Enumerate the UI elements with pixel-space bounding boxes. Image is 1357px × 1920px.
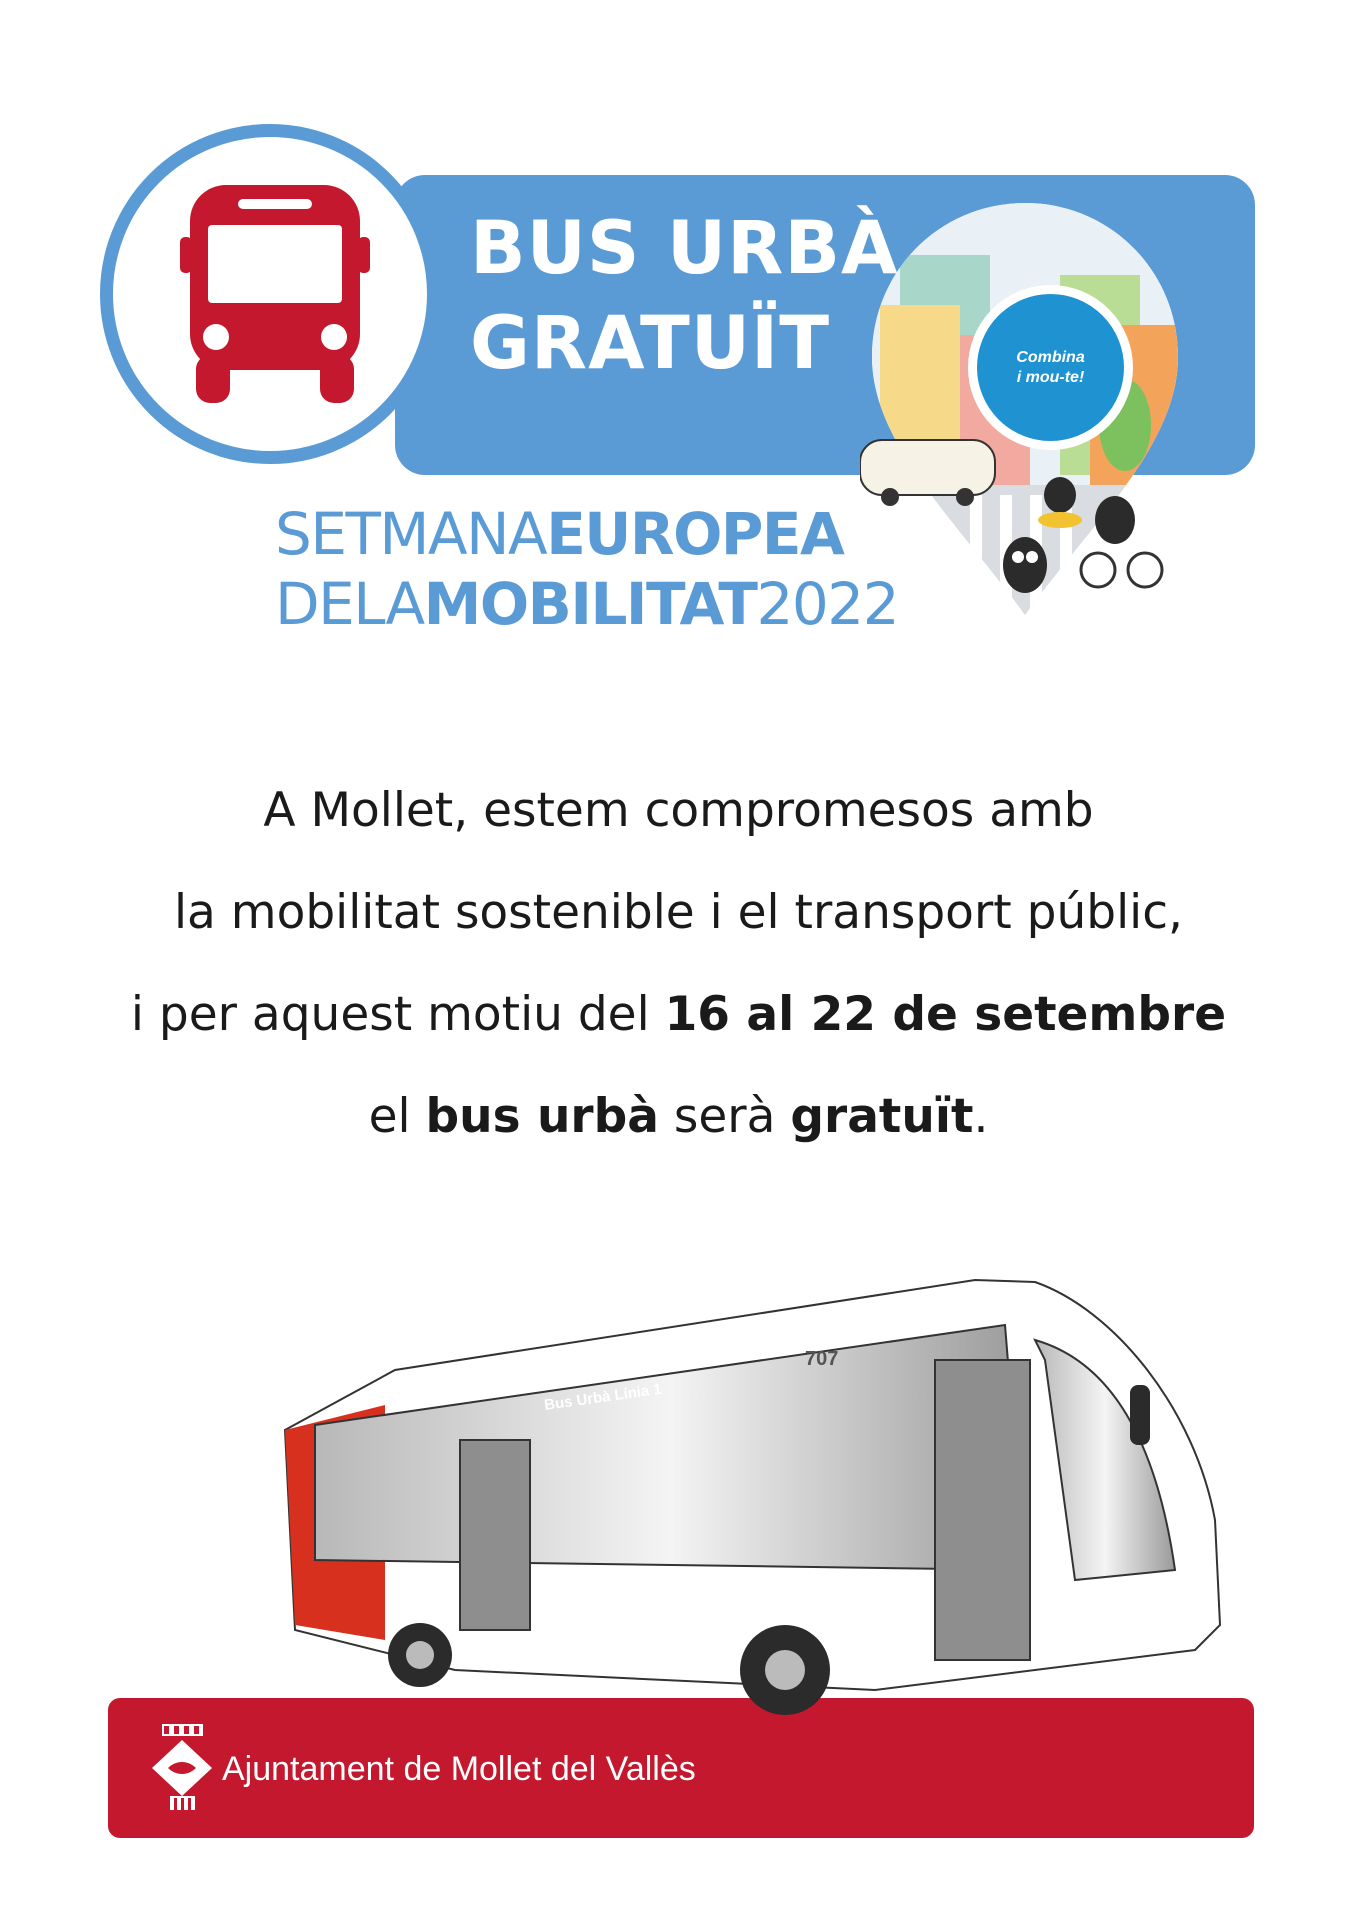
message-line-3-text: i per aquest motiu del	[130, 987, 665, 1042]
campaign-line-1	[275, 500, 844, 568]
message-line-1: A Mollet, estem compromesos amb	[263, 783, 1094, 838]
bus-line-label: Bus Urbà Línia 1	[543, 1380, 663, 1414]
campaign-year: 2022	[756, 570, 899, 638]
date-range: 16 al 22 de setembre	[664, 987, 1227, 1042]
combina-badge	[968, 285, 1133, 450]
message-line-4-mid: serà	[658, 1089, 791, 1144]
campaign-line-2	[275, 570, 899, 638]
message-line-2: la mobilitat sostenible i el transport públic,	[174, 885, 1183, 940]
campaign-bold-2: MOBILITAT	[423, 570, 757, 638]
message-line-4	[60, 1066, 1297, 1168]
bus-urba-bold: bus urbà	[425, 1089, 659, 1144]
campaign-bold-1: EUROPEA	[546, 500, 844, 568]
main-message	[60, 760, 1297, 1168]
gratuit-bold: gratuït	[790, 1089, 974, 1144]
message-line-4-pre: el	[368, 1089, 426, 1144]
campaign-light-2: DELA	[275, 570, 424, 638]
organization-name: Ajuntament de Mollet del Vallès	[222, 1750, 696, 1788]
badge-line-2: i mou-te!	[1016, 368, 1085, 386]
campaign-light-1: SETMANA	[275, 500, 547, 568]
message-line-4-end: .	[973, 1089, 989, 1144]
message-line-3	[60, 964, 1297, 1066]
municipal-crest-icon	[150, 1722, 215, 1812]
bus-icon	[180, 185, 370, 405]
bus-illustration	[275, 1270, 1235, 1740]
bus-number: 707	[805, 1348, 839, 1370]
title-line-2: GRATUÏT	[470, 301, 830, 386]
title-line-1: BUS URBÀ	[470, 206, 899, 291]
badge-line-1: Combina	[1016, 348, 1085, 366]
